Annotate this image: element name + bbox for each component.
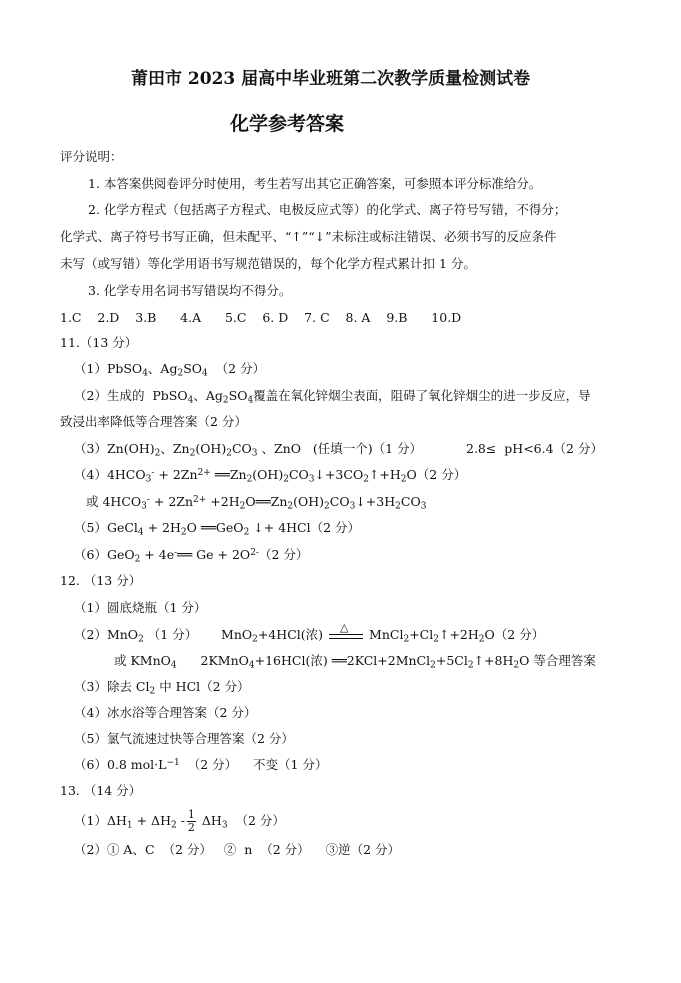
q11-part5: （5）GeCl$_4$ + $2H_2O$ ══GeO$_2$ ↓+ 4HCl（2 分） — [74, 520, 361, 538]
q11-part6: （6）GeO$_2$ + 4e-══ $Ge + 2O^{2-}(2$ 分） — [74, 547, 309, 565]
q13-part2: （2）① A、C （2 分） ② n （2 分） ③逆（2 分） — [74, 842, 401, 857]
multiple-choice-answers: 1.C 2.D 3.B 4.A 5.C 6. D 7. C 8. A 9.B 10.D — [60, 310, 462, 325]
q12-part4: （4）冰水浴等合理答案（2 分） — [74, 705, 257, 720]
q12-part2: （2）MnO$_2$ （1 分） MnO$_2$+4HCl(浓) △ $MnCl_2+Cl_2↑+2H_2O(2$ 分） — [74, 620, 545, 645]
heating-condition-sign: △ — [329, 630, 363, 642]
q12-part5: （5）氯气流速过快等合理答案（2 分） — [74, 731, 294, 746]
page-subtitle: 化学参考答案 — [230, 113, 345, 135]
note-2a: 2. 化学方程式（包括离子方程式、电极反应式等）的化学式、离子符号写错，不得分； — [88, 202, 567, 217]
q12-part6: （6）0.8 $mol\cdot L^{-1}$ （2 分） 不变（1 分） — [74, 757, 328, 772]
q12-part1: （1）圆底烧瓶（1 分） — [74, 600, 207, 615]
q13-heading: 13. （14 分） — [60, 783, 142, 798]
q11-part2b: 致浸出率降低等合理答案（2 分） — [60, 414, 247, 429]
q11-heading: 11.（13 分） — [60, 335, 138, 350]
q11-part2a: （2）生成的 PbSO$_4$、$Ag_2SO_4$覆盖在氧化锌烟尘表面，阻碍了氧化锌烟尘的进一步反应，导 — [74, 388, 591, 406]
notes-heading: 评分说明： — [60, 149, 123, 164]
note-3: 3. 化学专用名词书写错误均不得分。 — [88, 283, 292, 298]
q11-part1: （1）PbSO$_4$、$Ag_2SO_4$ （2 分） — [74, 361, 266, 379]
q11-part4: $(4)4HCO_3^- + 2Zn^{2+}$ $══Zn_2(OH)_2CO_3↓+3CO_2↑+H_2O(2$ 分） — [74, 467, 467, 485]
q11-part4-alt: 或 $4HCO_3^- + 2Zn^{2+}$ $+2H_2O══Zn_2(OH)_2CO_3↓+3H_2CO_3$ — [86, 494, 427, 512]
one-half-fraction: $\frac{1}{2}$ — [187, 808, 195, 834]
note-1: 1. 本答案供阅卷评分时使用，考生若写出其它正确答案，可参照本评分标准给分。 — [88, 176, 542, 191]
q12-heading: 12. （13 分） — [60, 573, 142, 588]
note-2c: 未写（或写错）等化学用语书写规范错误的，每个化学方程式累计扣 1 分。 — [60, 256, 476, 271]
q11-part3-ph: 2.8≤ pH<6.4（2 分） — [466, 441, 603, 456]
q12-part3: （3）除去 $Cl_2$ 中 HCl（2 分） — [74, 679, 250, 697]
q12-part2-alt: 或 KMnO$_4$ 2KMnO$_4$+16HCl(浓) $══2KCl+2MnCl_2+5Cl_2↑+8H_2O$ 等合理答案 — [114, 653, 596, 671]
note-2b: 化学式、离子符号书写正确，但未配平、“↑”“↓”未标注或标注错误、必须书写的反应条件 — [60, 229, 557, 244]
q13-part1: $(1)\Delta H_1 + \Delta H_2$ - $\frac{1}{2}$ $\Delta H_3$ （2 分） — [74, 808, 285, 834]
q11-part3: $(3)Zn(OH)_2$、$Zn_2(OH)_2CO_3$ 、ZnO (任填一个)（1 分） — [74, 441, 423, 459]
page-title: 莆田市 2023 届高中毕业班第二次教学质量检测试卷 — [131, 69, 531, 89]
